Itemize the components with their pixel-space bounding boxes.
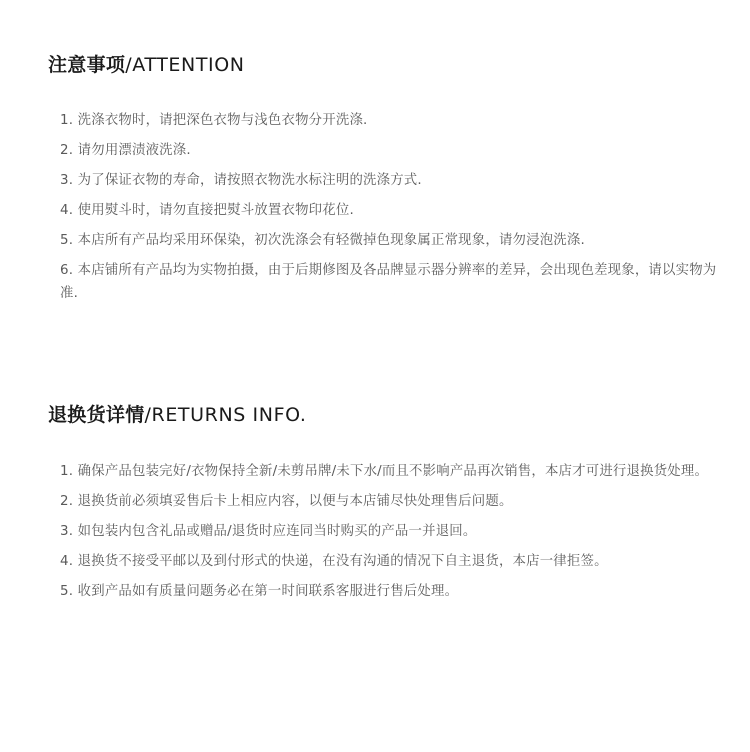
returns-item-5: 5. 收到产品如有质量问题务必在第一时间联系客服进行售后处理。	[60, 584, 459, 599]
returns-item-4: 4. 退换货不接受平邮以及到付形式的快递，在没有沟通的情况下自主退货，本店一律拒签。	[60, 554, 608, 569]
attention-item-2: 2. 请勿用漂渍液洗涤.	[60, 143, 191, 158]
returns-item-2: 2. 退换货前必须填妥售后卡上相应内容，以便与本店铺尽快处理售后问题。	[60, 494, 513, 509]
returns-heading-en: /RETURNS INFO.	[144, 404, 307, 426]
attention-heading-en: /ATTENTION	[125, 54, 245, 76]
attention-item-6: 6. 本店铺所有产品均为实物拍摄，由于后期修图及各品牌显示器分辨率的差异，会出现色差现象，请以实物为准.	[60, 263, 717, 301]
attention-item-4: 4. 使用熨斗时，请勿直接把熨斗放置衣物印花位.	[60, 203, 354, 218]
attention-list	[60, 109, 720, 312]
returns-list	[60, 460, 720, 610]
attention-section	[48, 52, 718, 301]
attention-item-1: 1. 洗涤衣物时，请把深色衣物与浅色衣物分开洗涤.	[60, 113, 368, 128]
returns-item-3: 3. 如包装内包含礼品或赠品/退货时应连同当时购买的产品一并退回。	[60, 524, 477, 539]
returns-item-1: 1. 确保产品包装完好/衣物保持全新/未剪吊牌/未下水/而且不影响产品再次销售，本店才可进行退换货处理。	[60, 464, 709, 479]
returns-section	[48, 402, 718, 599]
attention-heading	[48, 52, 718, 78]
attention-heading-cn: 注意事项	[48, 54, 126, 76]
attention-item-5: 5. 本店所有产品均采用环保染，初次洗涤会有轻微掉色现象属正常现象，请勿浸泡洗涤.	[60, 233, 585, 248]
attention-item-3: 3. 为了保证衣物的寿命，请按照衣物洗水标注明的洗涤方式.	[60, 173, 422, 188]
returns-heading	[48, 402, 718, 428]
returns-heading-cn: 退换货详情	[48, 404, 145, 426]
